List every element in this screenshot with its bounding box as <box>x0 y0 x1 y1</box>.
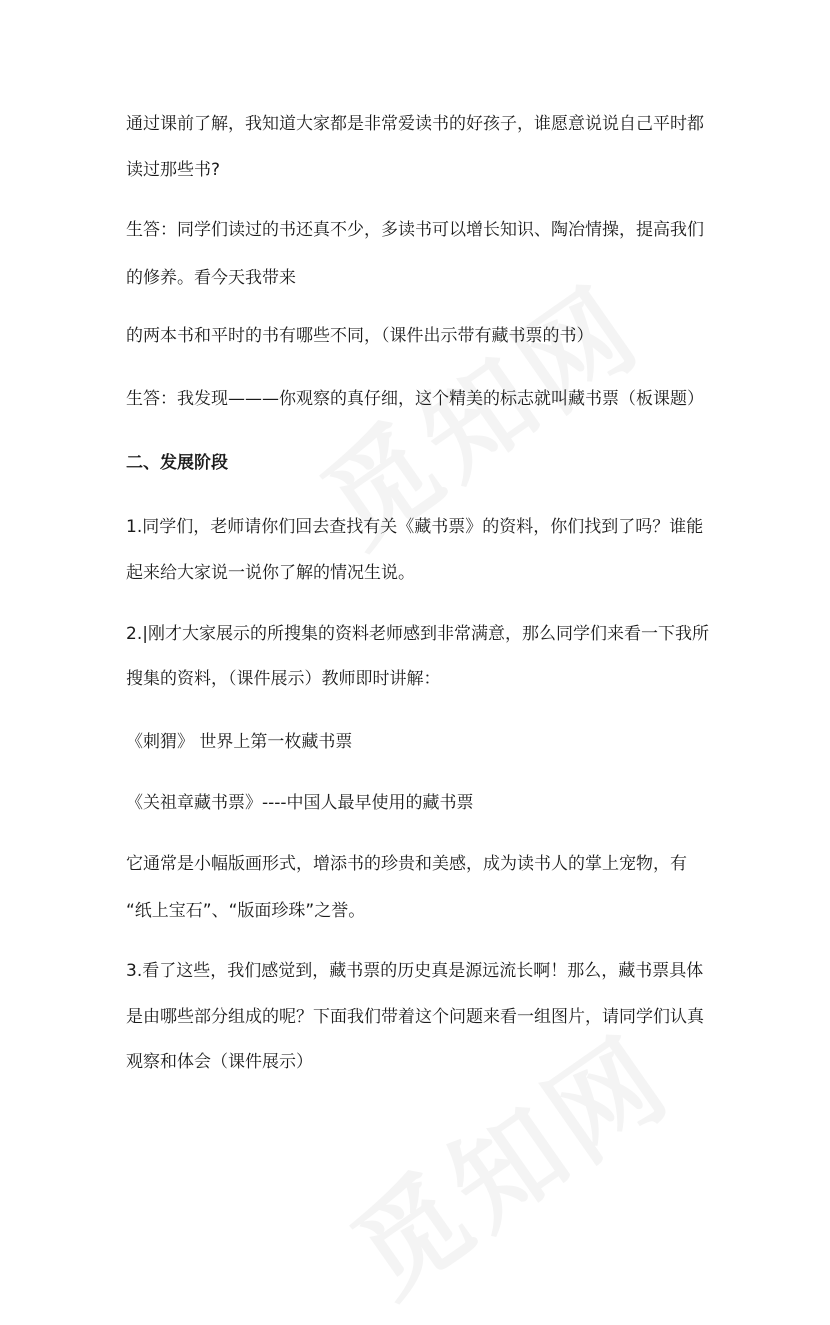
paragraph-line: 3.看了这些，我们感觉到，藏书票的历史真是源远流长啊！那么，藏书票具体 <box>126 961 704 981</box>
paragraph-line: 生答：同学们读过的书还真不少，多读书可以增长知识、陶冶情操，提高我们 <box>126 220 704 240</box>
paragraph-line: 2.|刚才大家展示的所搜集的资料老师感到非常满意，那么同学们来看一下我所 <box>126 624 709 644</box>
watermark <box>317 993 698 1325</box>
paragraph-line: 它通常是小幅版画形式，增添书的珍贵和美感，成为读书人的掌上宠物，有 <box>126 854 687 874</box>
paragraph-line: 通过课前了解，我知道大家都是非常爱读书的好孩子，谁愿意说说自己平时都 <box>126 114 704 134</box>
paragraph-line: 的两本书和平时的书有哪些不同，（课件出示带有藏书票的书） <box>126 326 594 346</box>
paragraph-line: 搜集的资料，（课件展示）教师即时讲解： <box>126 669 441 689</box>
paragraph-line: 《关祖章藏书票》----中国人最早使用的藏书票 <box>126 793 474 813</box>
paragraph-line: 的修养。看今天我带来 <box>126 268 296 288</box>
paragraph-line: 是由哪些部分组成的呢？下面我们带着这个问题来看一组图片，请同学们认真 <box>126 1007 704 1027</box>
paragraph-line: 生答：我发现———你观察的真仔细，这个精美的标志就叫藏书票（板课题） <box>126 389 704 409</box>
paragraph-line: 1.同学们，老师请你们回去查找有关《藏书票》的资料，你们找到了吗？谁能 <box>126 517 704 537</box>
paragraph-line: 《刺猬》 世界上第一枚藏书票 <box>126 732 353 752</box>
paragraph-line: 起来给大家说一说你了解的情况生说。 <box>126 563 415 583</box>
section-heading: 二、发展阶段 <box>126 453 228 473</box>
paragraph-line: 读过那些书? <box>126 160 221 180</box>
paragraph-line: “纸上宝石”、“版面珍珠”之誉。 <box>126 901 366 921</box>
paragraph-line: 观察和体会（课件展示） <box>126 1052 313 1072</box>
